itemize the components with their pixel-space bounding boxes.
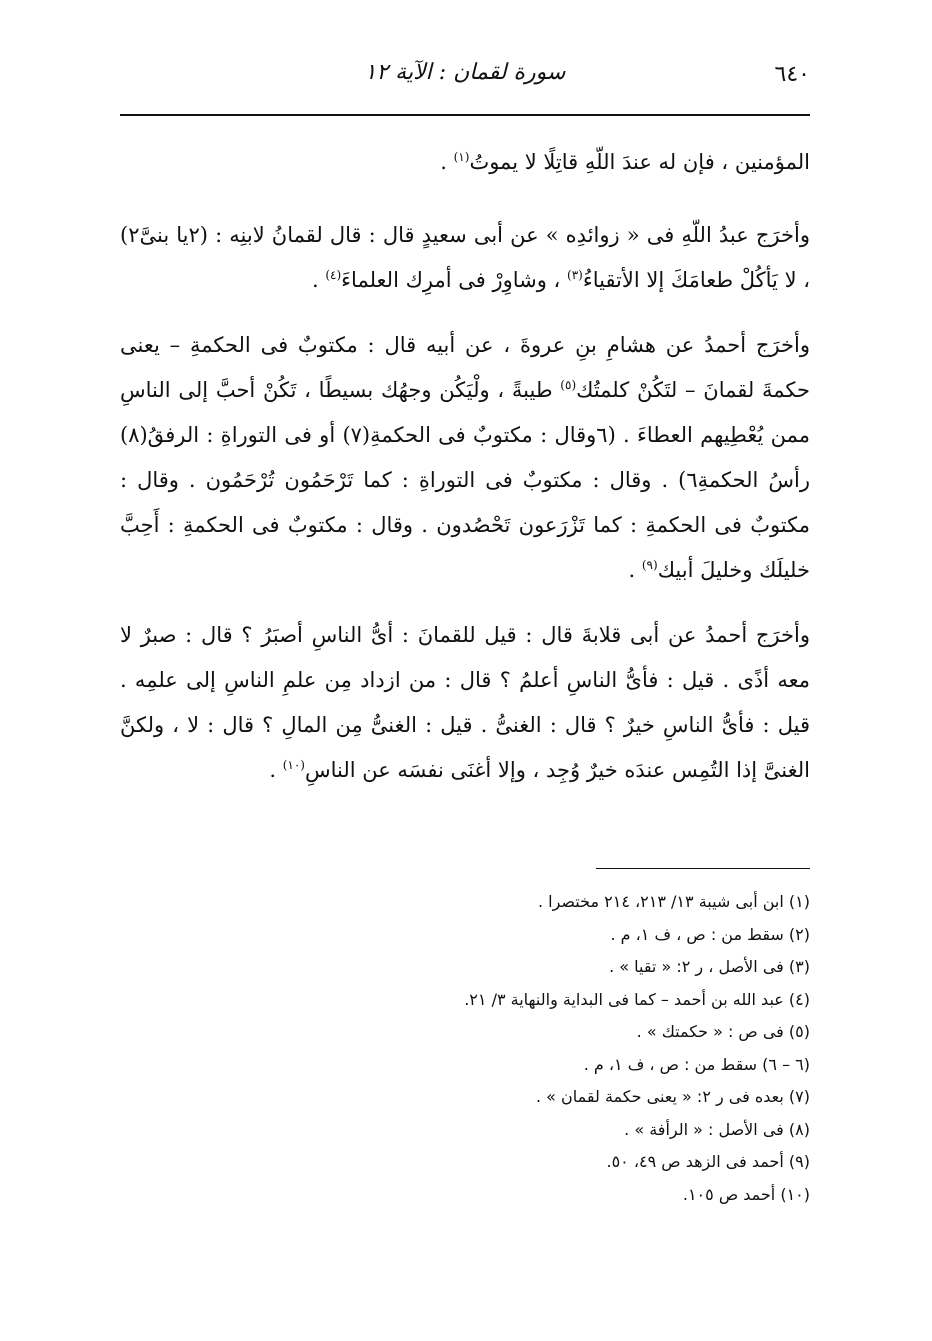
paragraph-text: المؤمنين ، فإن له عندَ اللّهِ قاتِلًا لا يموتُ (469, 150, 810, 174)
footnote: (٨) فى الأصل : « الرأفة » . (624, 1119, 810, 1139)
paragraph-tail: . (440, 150, 454, 174)
footnote: (١٠) أحمد ص ١٠٥. (682, 1184, 810, 1204)
footnote-ref: (٩) (641, 558, 658, 572)
footnote-ref: (١) (453, 150, 470, 164)
paragraph-tail: . (269, 758, 283, 782)
footnote: (١) ابن أبى شيبة ١٣/ ٢١٣، ٢١٤ مختصرا . (537, 892, 810, 911)
footnote: (٤) عبد الله بن أحمد – كما فى البداية والنهاية ٣/ ٢١. (464, 989, 810, 1009)
footnotes (120, 886, 810, 1211)
paragraph-tail: طيبةً ، ولْيَكُن وجهُك بسيطًا ، تَكُنْ أحبَّ إلى الناسِ ممن يُعْطِيهم العطاءَ . (٦وقال : مكتوبٌ فى الحكمةِ(٧) أو فى التوراةِ : الرفقُ(٨) رأسُ الحكمةِ٦) . وقال : مكتوبٌ فى التوراةِ : كما تَرْحَمُون تُرْحَمُون . وقال : مكتوبٌ فى الحكمةِ : كما تَزْرَعون تَحْصُدون . وقال : مكتوبٌ فى الحكمةِ : أَحِبَّ خليلَك وخليلَ أبيك (120, 378, 810, 582)
footnote: (٥) فى ص : « حكمتك » . (636, 1022, 810, 1041)
footnote: (٣) فى الأصل ، ر ٢: « تقيا » . (609, 957, 810, 976)
footnote-ref: (٣) (567, 268, 583, 282)
running-head: سورة لقمان : الآية ١٢ (364, 60, 566, 85)
main-text (120, 140, 810, 813)
page-number: ٦٤٠ (774, 62, 810, 87)
footnote: (٧) بعده فى ر ٢: « يعنى حكمة لقمان » . (536, 1087, 810, 1106)
footnote: (٦ – ٦) سقط من : ص ، ف ١، م . (583, 1054, 810, 1074)
footnote-ref: (١٠) (282, 758, 305, 772)
footnote-ref: (٤) (325, 268, 342, 282)
paragraph-tail: ، وشاوِرْ فى أمرِك العلماءَ (341, 268, 567, 292)
footnote-separator (596, 868, 810, 869)
header-rule (120, 114, 810, 116)
paragraph (120, 213, 810, 303)
paragraph (120, 613, 810, 793)
paragraph (120, 140, 810, 185)
paragraph-text: وأخرَج أحمدُ عن هشامِ بنِ عروةَ ، عن أبيه قال : مكتوبٌ فى الحكمةِ – يعنى حكمةَ لقمانَ – لتَكُنْ كلمتُك (120, 333, 810, 402)
footnote: (٢) سقط من : ص ، ف ١، م . (610, 924, 810, 944)
paragraph-tail: . (311, 268, 326, 292)
paragraph (120, 323, 810, 593)
paragraph-tail: . (628, 558, 642, 582)
paragraph-text: وأخرَج أحمدُ عن أبى قلابةَ قال : قيل للقمانَ : أىُّ الناسِ أصبَرُ ؟ قال : صبرٌ لا معه أذًى . قيل : فأىُّ الناسِ أعلمُ ؟ قال : من ازداد مِن علمِ الناسِ إلى علمِه . قيل : فأىُّ الناسِ خيرٌ ؟ قال : الغنىُّ . قيل : الغنىُّ مِن المالِ ؟ قال : لا ، ولكنَّ الغنىَّ إذا التُمِس عندَه خيرٌ وُجِد ، وإلا أغنَى نفسَه عن الناسِ (120, 623, 810, 782)
footnote: (٩) أحمد فى الزهد ص ٤٩، ٥٠. (606, 1152, 810, 1171)
page-header (120, 56, 810, 96)
paragraph-text: وأخرَج عبدُ اللّهِ فى « زوائدِه » عن أبى سعيدٍ قال : قال لقمانُ لابنِه : (٢يا بنىَّ٢) ، لا يَأكُلْ طعامَكَ إلا الأتقياءُ (120, 223, 810, 292)
footnote-ref: (٥) (560, 378, 577, 392)
